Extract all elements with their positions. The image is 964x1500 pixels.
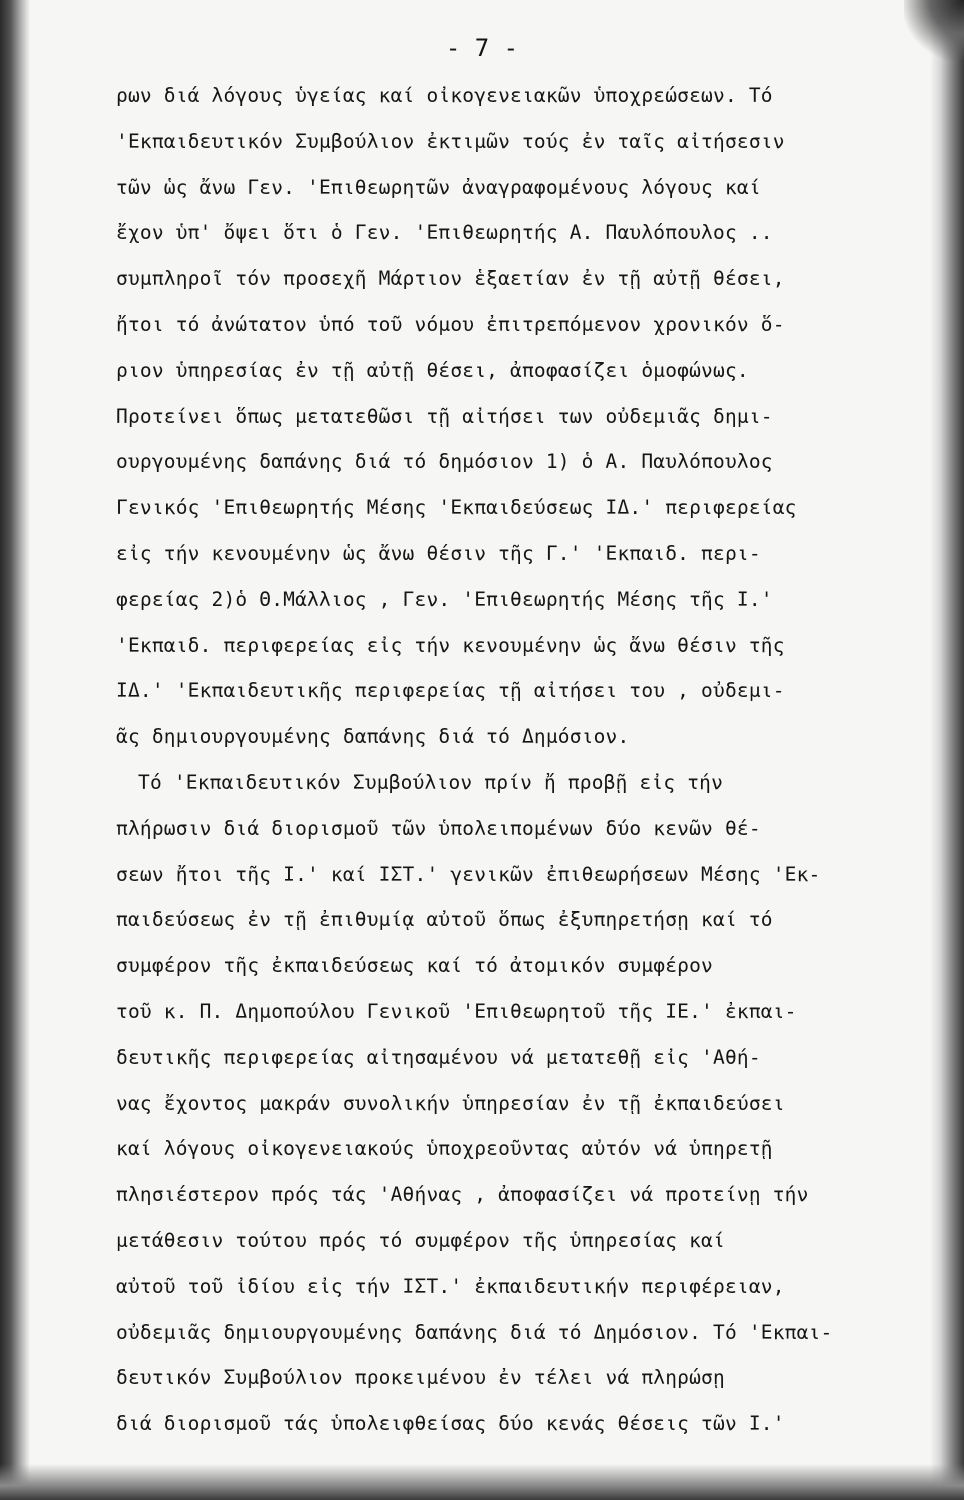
scan-shadow-right — [930, 0, 964, 1500]
text-line: ουργουμένης δαπάνης διά τό δημόσιον 1) ὁ Α. Παυλόπουλος — [116, 450, 773, 474]
text-line: ᾶς δημιουργουμένης δαπάνης διά τό Δημόσιον. — [116, 725, 630, 749]
typed-text-body — [116, 73, 916, 1447]
text-line: 'Εκπαιδ. περιφερείας εἰς τήν κενουμένην ὡς ἄνω θέσιν τῆς — [116, 633, 785, 657]
text-line: τοῦ κ. Π. Δημοπούλου Γενικοῦ 'Επιθεωρητοῦ τῆς ΙΕ.' ἐκπαι- — [116, 999, 797, 1023]
text-line: εἰς τήν κενουμένην ὡς ἄνω θέσιν τῆς Γ.' 'Εκπαιδ. περι- — [116, 541, 761, 565]
text-line: πλησιέστερον πρός τάς 'Αθήνας , ἀποφασίζει νά προτείνῃ τήν — [116, 1183, 809, 1207]
text-line: ἤτοι τό ἀνώτατον ὑπό τοῦ νόμου ἐπιτρεπόμενον χρονικόν ὅ- — [116, 312, 785, 336]
text-line: νας ἔχοντος μακράν συνολικήν ὑπηρεσίαν ἐν τῇ ἐκπαιδεύσει — [116, 1091, 785, 1115]
text-line: συμφέρον τῆς ἐκπαιδεύσεως καί τό ἀτομικόν συμφέρον — [116, 954, 713, 978]
text-line: καί λόγους οἰκογενειακούς ὑποχρεοῦντας αὐτόν νά ὑπηρετῇ — [116, 1137, 773, 1161]
text-line: Γενικός 'Επιθεωρητής Μέσης 'Εκπαιδεύσεως ΙΔ.' περιφερείας — [116, 496, 797, 520]
text-line: πλήρωσιν διά διορισμοῦ τῶν ὑπολειπομένων δύο κενῶν θέ- — [116, 816, 761, 840]
text-line: αὐτοῦ τοῦ ἰδίου εἰς τήν ΙΣΤ.' ἐκπαιδευτικήν περιφέρειαν, — [116, 1274, 785, 1298]
scan-shadow-bottom — [0, 1464, 964, 1500]
text-line: σεων ἤτοι τῆς Ι.' καί ΙΣΤ.' γενικῶν ἐπιθεωρήσεων Μέσης 'Εκ- — [116, 862, 821, 886]
text-line: μετάθεσιν τούτου πρός τό συμφέρον τῆς ὑπηρεσίας καί — [116, 1228, 725, 1252]
text-line: παιδεύσεως ἐν τῇ ἐπιθυμίᾳ αὐτοῦ ὅπως ἐξυπηρετήσῃ καί τό — [116, 908, 773, 932]
text-line: ἔχον ὑπ' ὄψει ὅτι ὁ Γεν. 'Επιθεωρητής Α. Παυλόπουλος .. — [116, 221, 773, 245]
text-line: οὐδεμιᾶς δημιουργουμένης δαπάνης διά τό Δημόσιον. Τό 'Εκπαι- — [116, 1320, 833, 1344]
text-line: δευτικῆς περιφερείας αἰτησαμένου νά μετατεθῇ εἰς 'Αθή- — [116, 1045, 761, 1069]
text-line: ριον ὑπηρεσίας ἐν τῇ αὐτῇ θέσει, ἀποφασίζει ὁμοφώνως. — [116, 358, 749, 382]
text-line: δευτικόν Συμβούλιον προκειμένου ἐν τέλει νά πληρώσῃ — [116, 1366, 725, 1390]
text-line: φερείας 2)ὁ Θ.Μάλλιος , Γεν. 'Επιθεωρητής Μέσης τῆς Ι.' — [116, 587, 773, 611]
text-line: Τό 'Εκπαιδευτικόν Συμβούλιον πρίν ἤ προβῇ εἰς τήν — [138, 770, 724, 794]
text-line: 'Εκπαιδευτικόν Συμβούλιον ἐκτιμῶν τούς ἐν ταῖς αἰτήσεσιν — [116, 129, 785, 153]
text-line: ΙΔ.' 'Εκπαιδευτικῆς περιφερείας τῇ αἰτήσει του , οὐδεμι- — [116, 679, 785, 703]
text-line: ρων διά λόγους ὑγείας καί οἰκογενειακῶν ὑποχρεώσεων. Τό — [116, 84, 773, 107]
text-line: συμπληροῖ τόν προσεχῆ Μάρτιον ἑξαετίαν ἐν τῇ αὐτῇ θέσει, — [116, 267, 785, 291]
text-line: τῶν ὡς ἄνω Γεν. 'Επιθεωρητῶν ἀναγραφομένους λόγους καί — [116, 175, 761, 199]
text-line: διά διορισμοῦ τάς ὑπολειφθείσας δύο κενάς θέσεις τῶν Ι.' — [116, 1412, 785, 1436]
page-number: - 7 - — [445, 34, 519, 62]
scan-shadow-left — [0, 0, 30, 1500]
text-line: Προτείνει ὅπως μετατεθῶσι τῇ αἰτήσει των οὐδεμιᾶς δημι- — [116, 404, 773, 428]
